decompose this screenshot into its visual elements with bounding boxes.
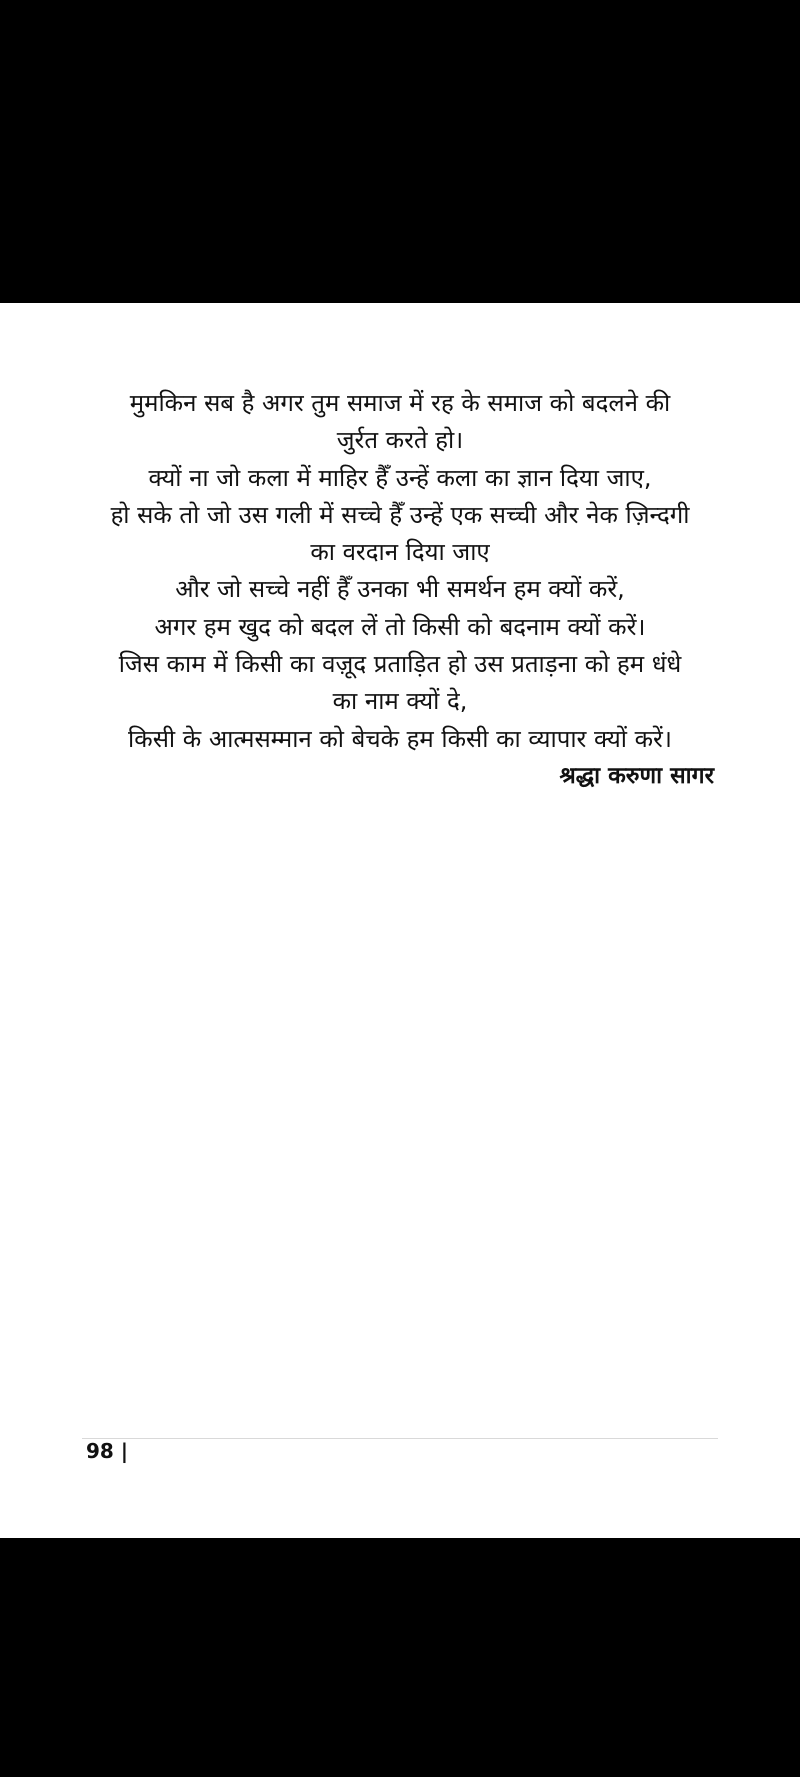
poem-line: किसी के आत्मसम्मान को बेचके हम किसी का व्यापार क्यों करें।: [128, 724, 672, 753]
book-page: [0, 303, 800, 1538]
poem-line: हो सके तो जो उस गली में सच्चे हैँ उन्हें एक सच्ची और नेक ज़िन्दगी: [110, 500, 690, 529]
poem-line: का वरदान दिया जाए: [310, 538, 490, 567]
footer-divider: [82, 1438, 718, 1439]
poem-line: जिस काम में किसी का वज़ूद प्रताड़ित हो उस प्रताड़ना को हम धंधे: [118, 650, 682, 679]
poem-line: अगर हम खुद को बदल लें तो किसी को बदनाम क्यों करें।: [154, 612, 646, 641]
top-black-band: [0, 0, 800, 303]
poem-line: मुमकिन सब है अगर तुम समाज में रह के समाज को बदलने की: [129, 389, 671, 417]
poem-line: क्यों ना जो कला में माहिर हैँ उन्हें कला का ज्ञान दिया जाए,: [148, 463, 652, 492]
bottom-black-band: [0, 1538, 800, 1777]
page-number: 98 |: [86, 1439, 129, 1463]
poem-text: [80, 385, 720, 758]
author-name: श्रद्धा करुणा सागर: [559, 763, 714, 789]
poem-line: और जो सच्चे नहीं हैँ उनका भी समर्थन हम क्यों करें,: [175, 575, 625, 604]
poem-line: का नाम क्यों दे,: [332, 687, 468, 716]
poem-line: जुर्रत करते हो।: [336, 426, 464, 455]
